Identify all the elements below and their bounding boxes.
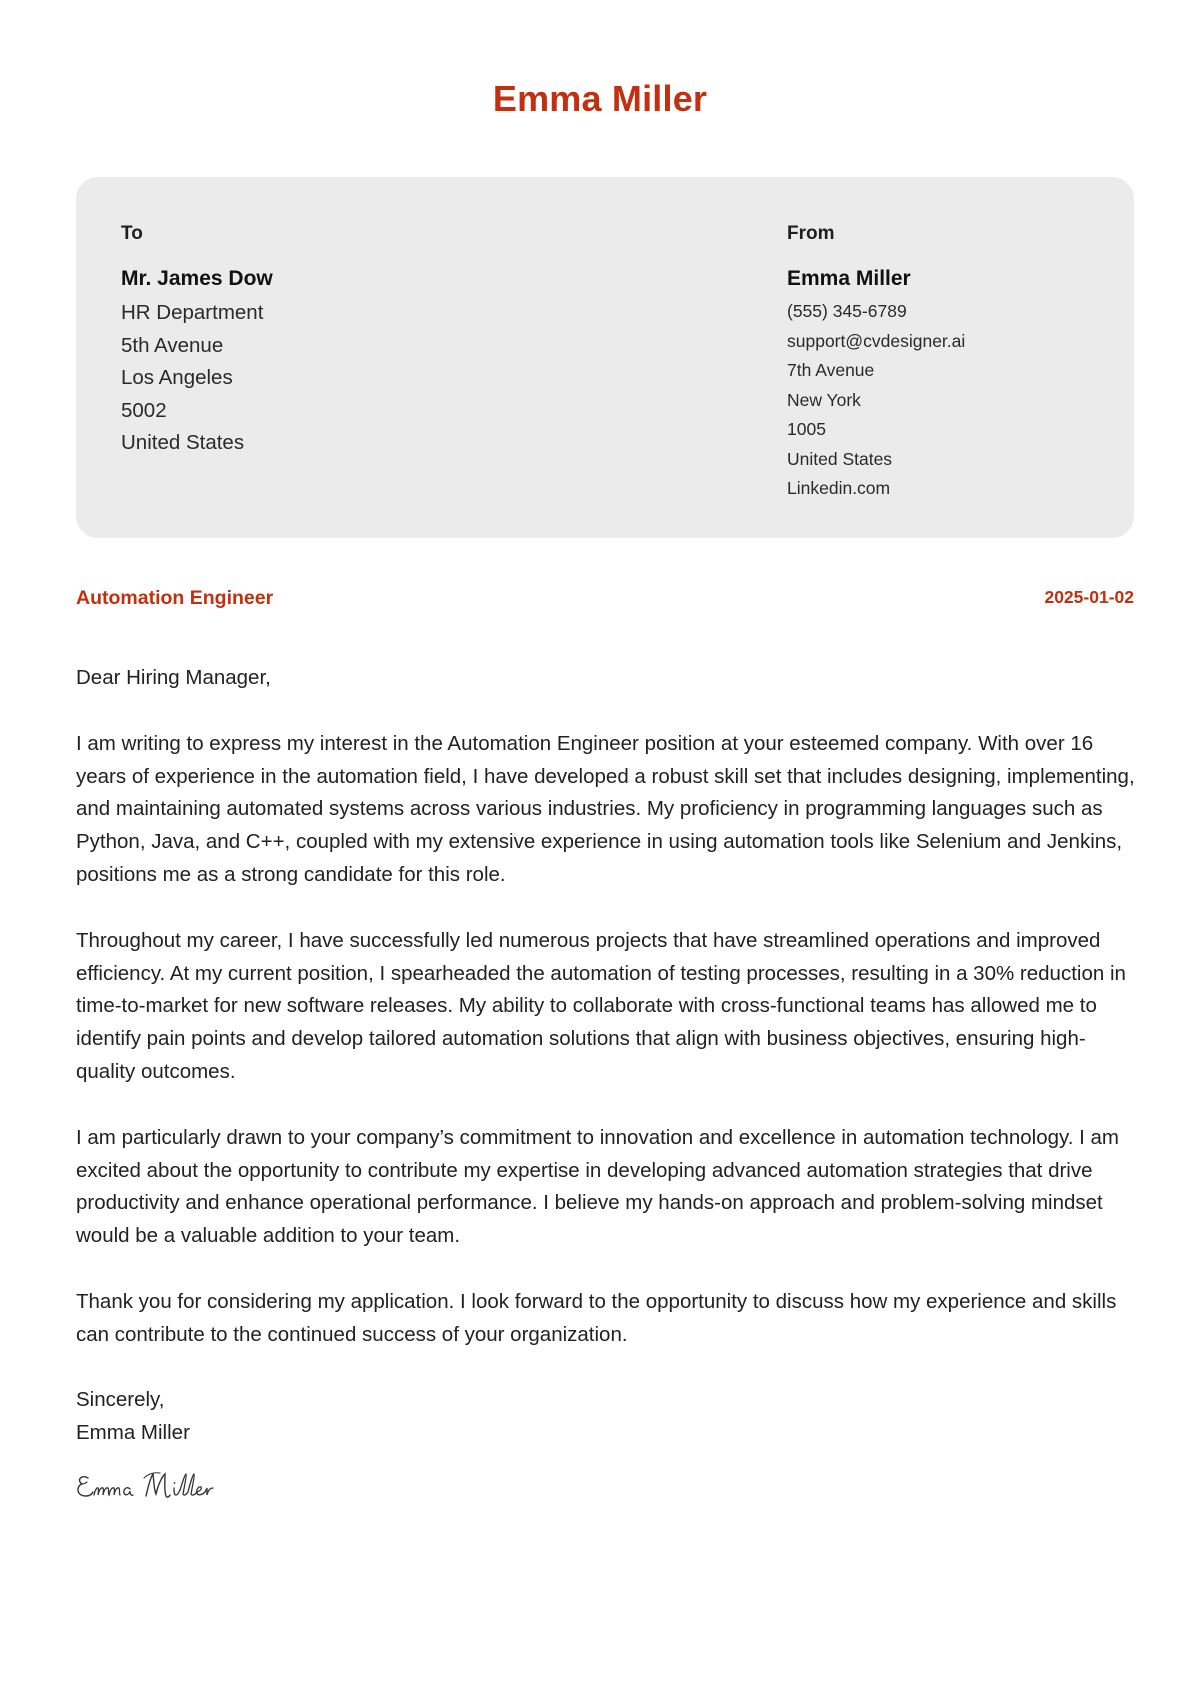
letter-greeting: Dear Hiring Manager, [76, 666, 271, 689]
recipient-country: United States [121, 431, 245, 454]
sender-country: United States [787, 448, 893, 469]
sender-city: New York [787, 389, 861, 410]
recipient-street: 5th Avenue [121, 333, 224, 357]
letter-body [76, 662, 1136, 1385]
job-title: Automation Engineer [76, 587, 274, 609]
sender-name: Emma Miller [787, 267, 911, 290]
letter-paragraph: Throughout my career, I have successfully led numerous projects that have streamlined operations and improved efficiency. At my current position, I spearheaded the automation of testing processes, resulting in a 30% reduction in time-to-market for new software releases. My ability to collaborate with cross-functional teams has allowed me to identify pain points and develop tailored automation solutions that align with business objectives, ensuring high-quality outcomes. [76, 928, 1126, 1083]
handwritten-signature [74, 1464, 244, 1510]
sender-heading: From [787, 223, 835, 244]
recipient-city: Los Angeles [121, 366, 233, 389]
letter-paragraph: Thank you for considering my application. I look forward to the opportunity to discuss how my experience and skills can contribute to the continued success of your organization. [76, 1289, 1117, 1346]
recipient-block [121, 223, 273, 460]
closing-phrase: Sincerely, [76, 1388, 165, 1411]
recipient-heading: To [121, 223, 143, 244]
sender-postal-code: 1005 [787, 419, 826, 439]
letter-paragraph: I am writing to express my interest in the Automation Engineer position at your esteemed company. With over 16 years of experience in the automation field, I have developed a robust skill set that includes designing, implementing, and maintaining automated systems across various industries. My proficiency in programming languages such as Python, Java, and C++, coupled with my extensive experience in using automation tools like Selenium and Jenkins, positions me as a strong candidate for this role. [76, 731, 1135, 886]
sender-street: 7th Avenue [787, 360, 875, 380]
closing-name: Emma Miller [76, 1420, 190, 1444]
page-title: Emma Miller [492, 78, 708, 119]
letter-date: 2025-01-02 [1044, 587, 1134, 607]
recipient-department: HR Department [121, 301, 264, 324]
letter-paragraph: I am particularly drawn to your company’s commitment to innovation and excellence in automation technology. I am excited about the opportunity to contribute my expertise in developing advanced automation strategies that drive productivity and enhance operational performance. I believe my hands-on approach and problem-solving mindset would be a valuable addition to your team. [76, 1125, 1119, 1248]
sender-phone: (555) 345-6789 [787, 301, 907, 321]
letter-closing [76, 1384, 190, 1450]
recipient-postal-code: 5002 [121, 398, 167, 422]
sender-block [787, 223, 965, 504]
recipient-name: Mr. James Dow [121, 267, 273, 290]
sender-email: support@cvdesigner.ai [787, 330, 966, 351]
address-panel [76, 177, 1134, 538]
sender-linkedin: Linkedin.com [787, 478, 891, 498]
